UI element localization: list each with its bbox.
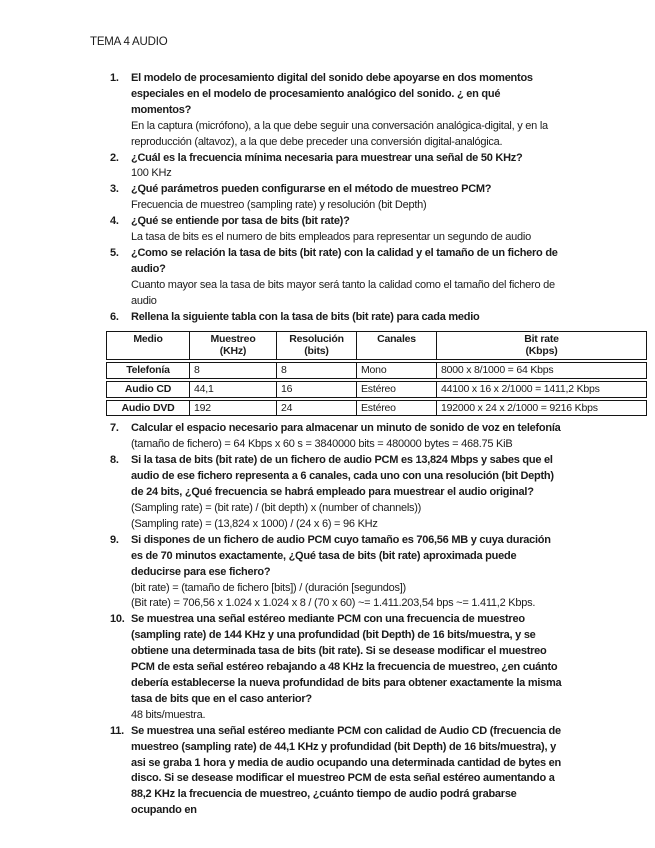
item-number: 7. [110,422,119,435]
item-number: 2. [110,151,119,164]
list-item [110,246,562,310]
item-question: Si la tasa de bits (bit rate) de un fichero de audio PCM es 13,824 Mbps y sabes que el audio de ese fichero representa a 6 canales, cada uno con una resolución (bit Depth) de 24 bits, ¿Qué frecuencia se habrá empleado para muestrear el audio original? [131,454,554,499]
item-answer: (Sampling rate) = (13,824 x 1000) / (24 x 6) = 96 KHz [131,517,378,530]
column-header-medio: Medio [106,331,190,361]
item-number: 3. [110,183,119,196]
item-question: ¿Qué se entiende por tasa de bits (bit rate)? [131,215,350,228]
list-item [110,421,562,453]
item-number: 4. [110,215,119,228]
item-answer: (bit rate) = (tamaño de fichero [bits]) / (duración [segundos]) [131,581,406,594]
item-question: El modelo de procesamiento digital del sonido debe apoyarse en dos momentos especiales en el modelo de procesamiento analógico del sonido. ¿ en qué momentos? [131,72,533,116]
item-answer: La tasa de bits es el numero de bits empleados para representar un segundo de audio [131,231,531,244]
table-header-row [106,331,647,361]
list-item [110,310,562,326]
item-answer: Frecuencia de muestreo (sampling rate) y resolución (bit Depth) [131,199,427,212]
item-answer: 48 bits/muestra. [131,708,206,721]
item-number: 6. [110,310,119,323]
cell-medio: Audio DVD [106,400,190,417]
cell-canales: Estéreo [357,381,437,398]
item-question: Se muestrea una señal estéreo mediante PCM con una frecuencia de muestreo (sampling rate) de 144 KHz y una profundidad (bit Depth) de 16 bits/muestra, y se obtiene una determinada tasa de bits (bit rate). Si se desease modificar el muestreo PCM de esta señal estéreo rebajando a 48 KHz la frecuencia de muestreo, ¿en cuánto debería establecerse la nueva profundidad de bits para obtener exactamente la misma tasa de bits que en el caso anterior? [131,613,562,705]
column-header-bitrate: Bit rate (Kbps) [437,331,647,361]
list-item [110,71,562,151]
table-row [106,381,647,398]
item-answer: En la captura (micrófono), a la que debe seguir una conversación analógica-digital, y en la reproducción (altavoz), a la que debe preceder una conversión digital-analógica. [131,119,548,148]
page-title: TEMA 4 AUDIO [90,36,168,48]
cell-bitrate: 8000 x 8/1000 = 64 Kbps [437,362,647,379]
list-item [110,724,562,819]
list-item [110,453,562,533]
cell-bitrate: 192000 x 24 x 2/1000 = 9216 Kbps [437,400,647,417]
item-answer: (Bit rate) = 706,56 x 1.024 x 1.024 x 8 / (70 x 60) ~= 1.411.203,54 bps ~= 1.411,2 Kbps. [131,597,536,610]
item-question: ¿Como se relación la tasa de bits (bit rate) con la calidad y el tamaño de un fichero de audio? [131,246,558,275]
cell-muestreo: 8 [190,362,277,379]
cell-resolucion: 8 [277,362,357,379]
table-row [106,400,647,417]
list-item [110,151,562,183]
item-number: 1. [110,72,119,84]
column-header-muestreo: Muestreo (KHz) [190,331,277,361]
item-question: ¿Qué parámetros pueden configurarse en el método de muestreo PCM? [131,183,492,196]
item-number: 11. [110,724,124,737]
list-item [110,533,562,613]
item-answer: 100 KHz [131,167,172,180]
list-item [110,182,562,214]
item-question: Se muestrea una señal estéreo mediante PCM con calidad de Audio CD (frecuencia de muestreo (sampling rate) de 44,1 KHz y profundidad (bit Depth) de 16 bits/muestra), y asi se graba 1 hora y media de audio ocupando una determinada cantidad de bytes en disco. Si se desease modificar el muestreo PCM de esta señal estéreo aumentando a 88,2 KHz la frecuencia de muestreo, ¿cuánto tiempo de audio podrá grabarse ocupando en [131,724,562,817]
cell-resolucion: 16 [277,381,357,398]
item-question: ¿Cuál es la frecuencia mínima necesaria para muestrear una señal de 50 KHz? [131,151,523,164]
question-list [110,71,600,819]
item-question: Calcular el espacio necesario para almacenar un minuto de sonido de voz en telefonía [131,422,561,435]
column-header-resolucion: Resolución (bits) [277,331,357,361]
cell-medio: Telefonía [106,362,190,379]
item-answer: (Sampling rate) = (bit rate) / (bit depth) x (number of channels)) [131,502,422,515]
cell-muestreo: 44,1 [190,381,277,398]
cell-medio: Audio CD [106,381,190,398]
list-item [110,612,562,723]
item-answer: (tamaño de fichero) = 64 Kbps x 60 s = 3840000 bits = 480000 bytes = 468.75 KiB [131,438,513,451]
item-question: Rellena la siguiente tabla con la tasa de bits (bit rate) para cada medio [131,310,480,323]
cell-muestreo: 192 [190,400,277,417]
item-answer: Cuanto mayor sea la tasa de bits mayor será tanto la calidad como el tamaño del fichero de audio [131,278,555,307]
cell-canales: Mono [357,362,437,379]
item-number: 8. [110,454,119,467]
cell-canales: Estéreo [357,400,437,417]
list-item [110,214,562,246]
cell-bitrate: 44100 x 16 x 2/1000 = 1411,2 Kbps [437,381,647,398]
item-number: 9. [110,533,119,546]
table-row [106,362,647,379]
item-number: 5. [110,246,119,259]
cell-resolucion: 24 [277,400,357,417]
item-question: Si dispones de un fichero de audio PCM cuyo tamaño es 706,56 MB y cuya duración es de 70 minutos exactamente, ¿Qué tasa de bits (bit rate) aproximada puede deducirse para ese fichero? [131,533,551,578]
column-header-canales: Canales [357,331,437,361]
bitrate-table [106,329,647,419]
item-number: 10. [110,613,125,626]
